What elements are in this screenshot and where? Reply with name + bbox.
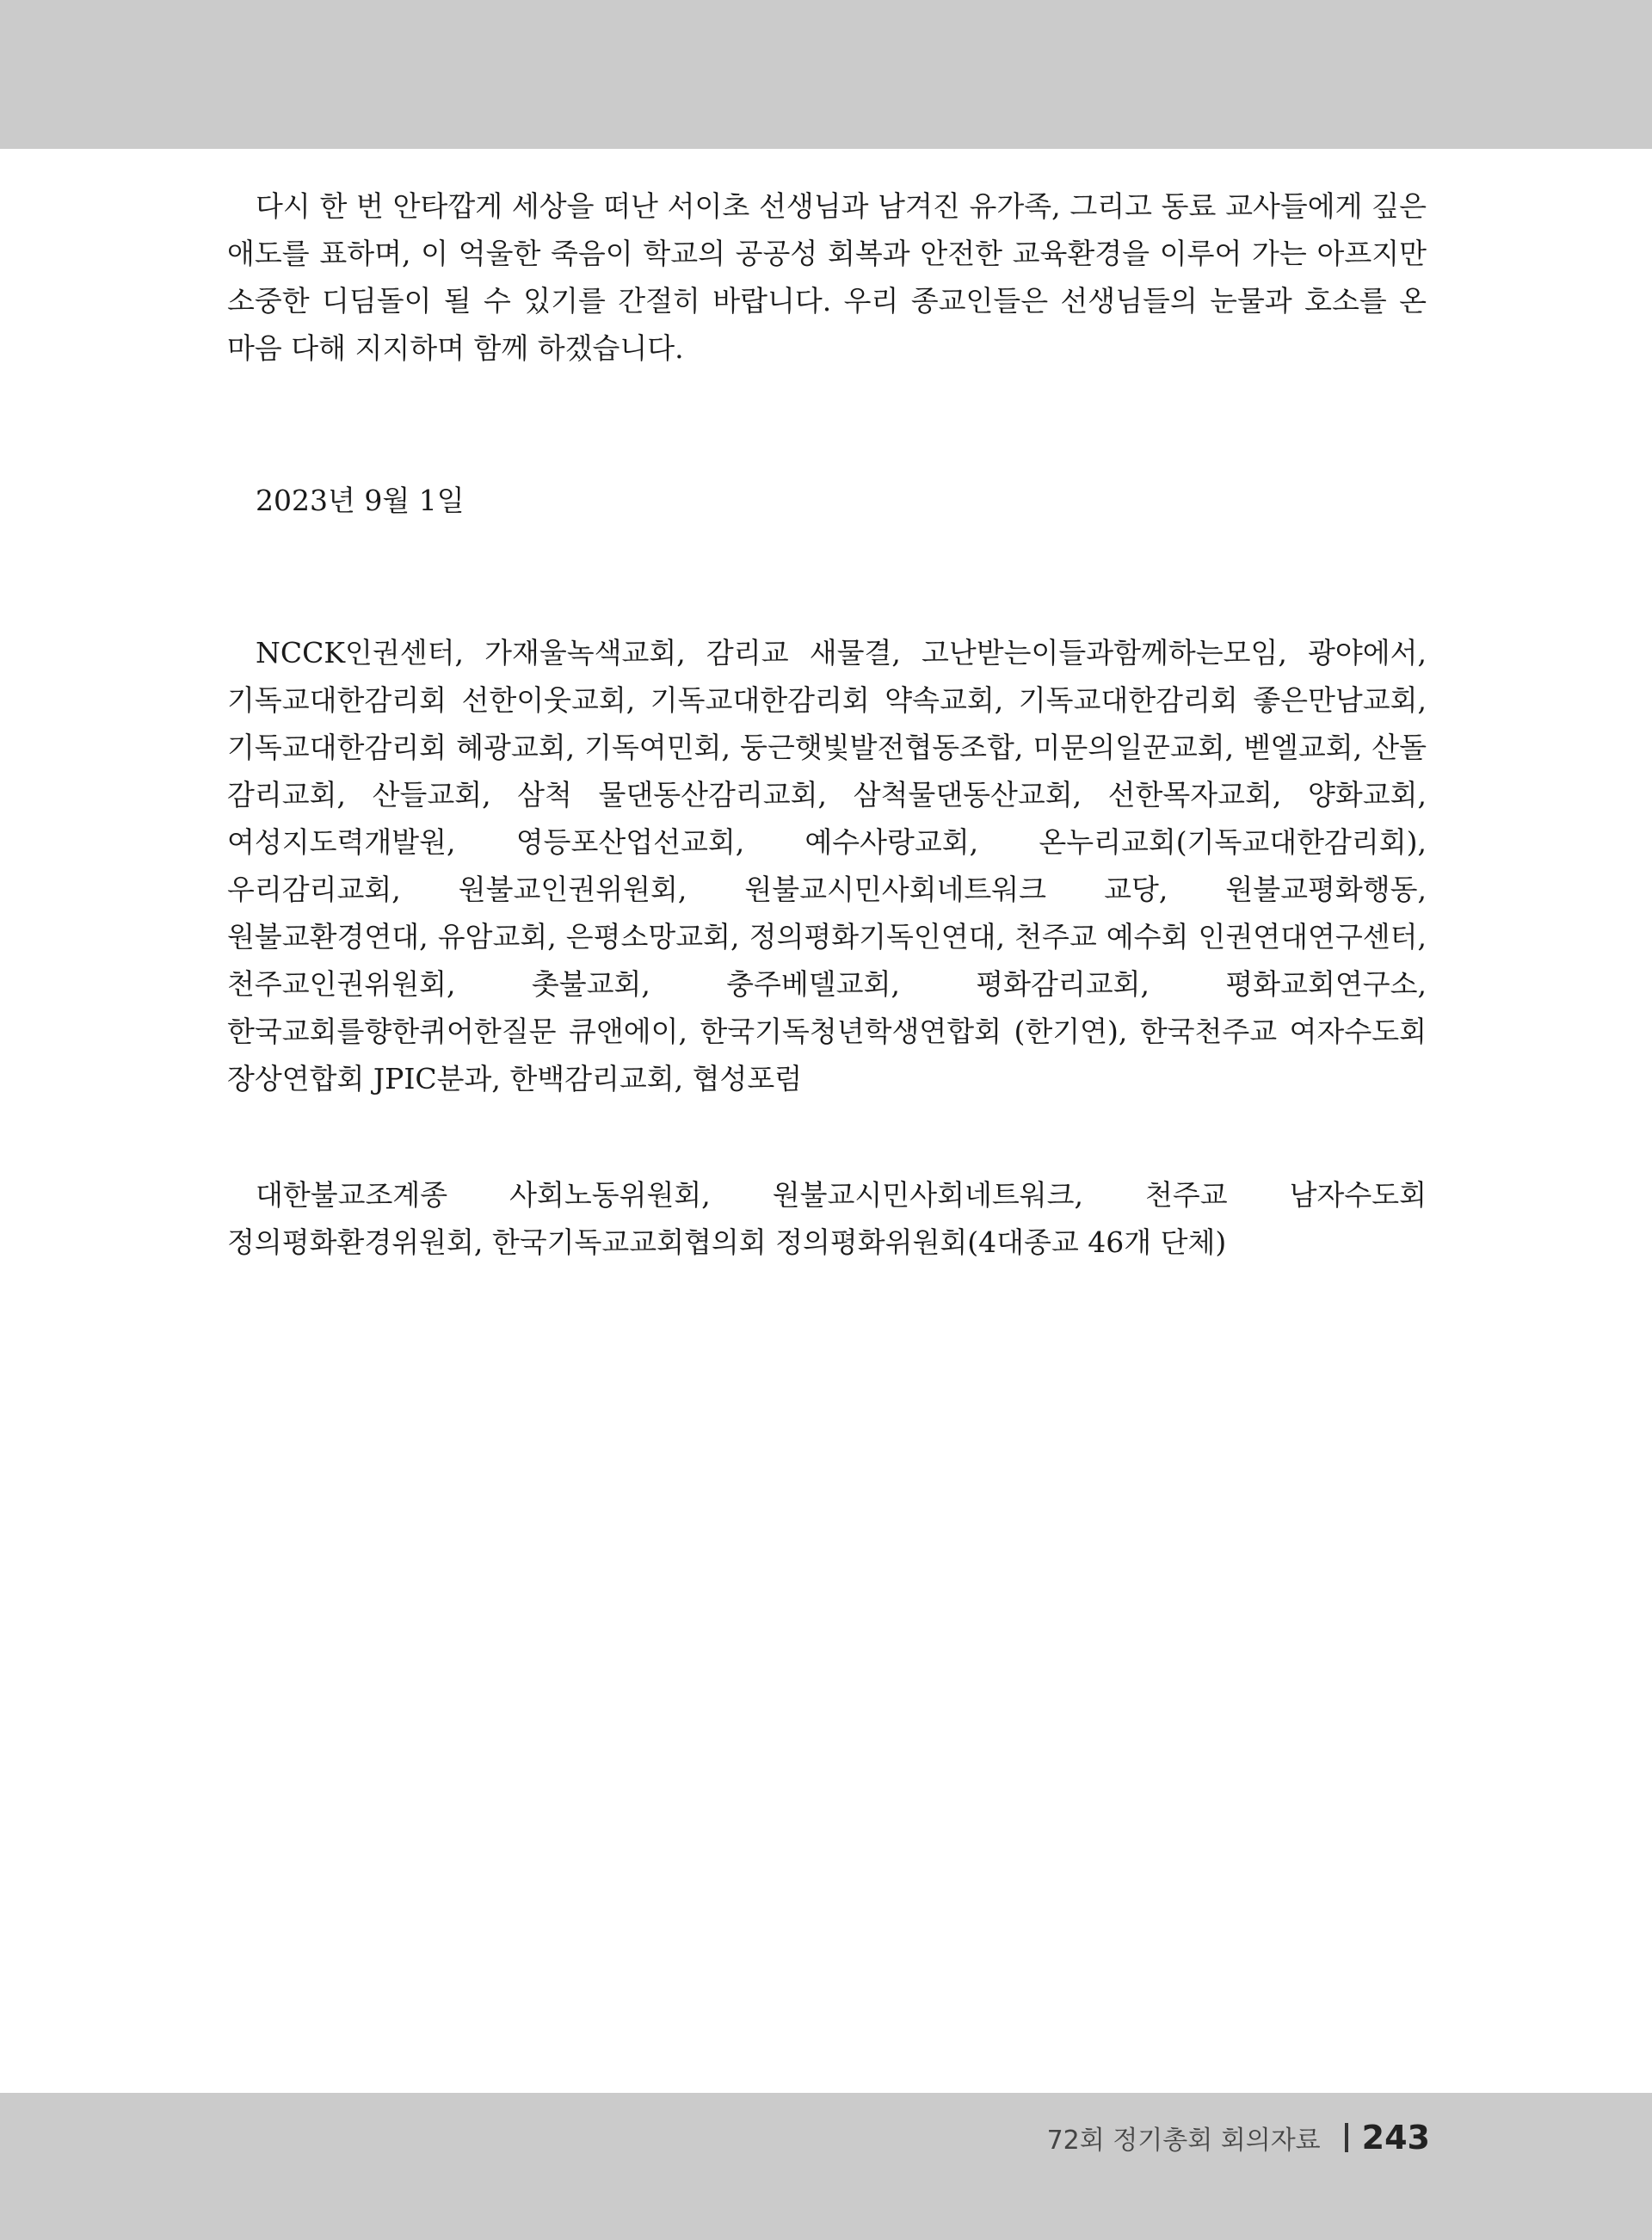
page-footer xyxy=(1047,2119,1430,2157)
signatory-organizations: NCCK인권센터, 가재울녹색교회, 감리교 새물결, 고난받는이들과함께하는모임, 광야에서, 기독교대한감리회 선한이웃교회, 기독교대한감리회 약속교회, 기독교대한감리회 좋은만남교회, 기독교대한감리회 혜광교회, 기독여민회, 둥근햇빛발전협동조합, 미문의일꾼교회, 벧엘교회, 산돌 감리교회, 산들교회, 삼척 물댄동산감리교회, 삼척물댄동산교회, 선한목자교회, 양화교회, 여성지도력개발원, 영등포산업선교회, 예수사랑교회, 온누리교회(기독교대한감리회), 우리감리교회, 원불교인권위원회, 원불교시민사회네트워크 교당, 원불교평화행동, 원불교환경연대, 유암교회, 은평소망교회, 정의평화기독인연대, 천주교 예수회 인권연대연구센터, 천주교인권위원회, 촛불교회, 충주베델교회, 평화감리교회, 평화교회연구소, 한국교회를향한퀴어한질문 큐앤에이, 한국기독청년학생연합회 (한기연), 한국천주교 여자수도회 장상연합회 JPIC분과, 한백감리교회, 협성포럼 xyxy=(227,636,1427,1095)
statement-date: 2023년 9월 1일 xyxy=(256,484,465,517)
footer-band xyxy=(0,2093,1652,2240)
footer-divider xyxy=(1345,2123,1348,2152)
footer-label: 72회 정기총회 회의자료 xyxy=(1046,2126,1321,2156)
page-number: 243 xyxy=(1361,2119,1430,2157)
signatory-organizations-committees: 대한불교조계종 사회노동위원회, 원불교시민사회네트워크, 천주교 남자수도회 정의평화환경위원회, 한국기독교교회협의회 정의평화위원회(4대종교 46개 단체) xyxy=(227,1178,1427,1259)
condolence-paragraph: 다시 한 번 안타깝게 세상을 떠난 서이초 선생님과 남겨진 유가족, 그리고 동료 교사들에게 깊은 애도를 표하며, 이 억울한 죽음이 학교의 공공성 회복과 안전한 교육환경을 이루어 가는 아프지만 소중한 디딤돌이 될 수 있기를 간절히 바랍니다. 우리 종교인들은 선생님들의 눈물과 호소를 온 마음 다해 지지하며 함께 하겠습니다. xyxy=(227,189,1427,365)
document-body xyxy=(227,182,1427,1266)
header-band xyxy=(0,0,1652,149)
